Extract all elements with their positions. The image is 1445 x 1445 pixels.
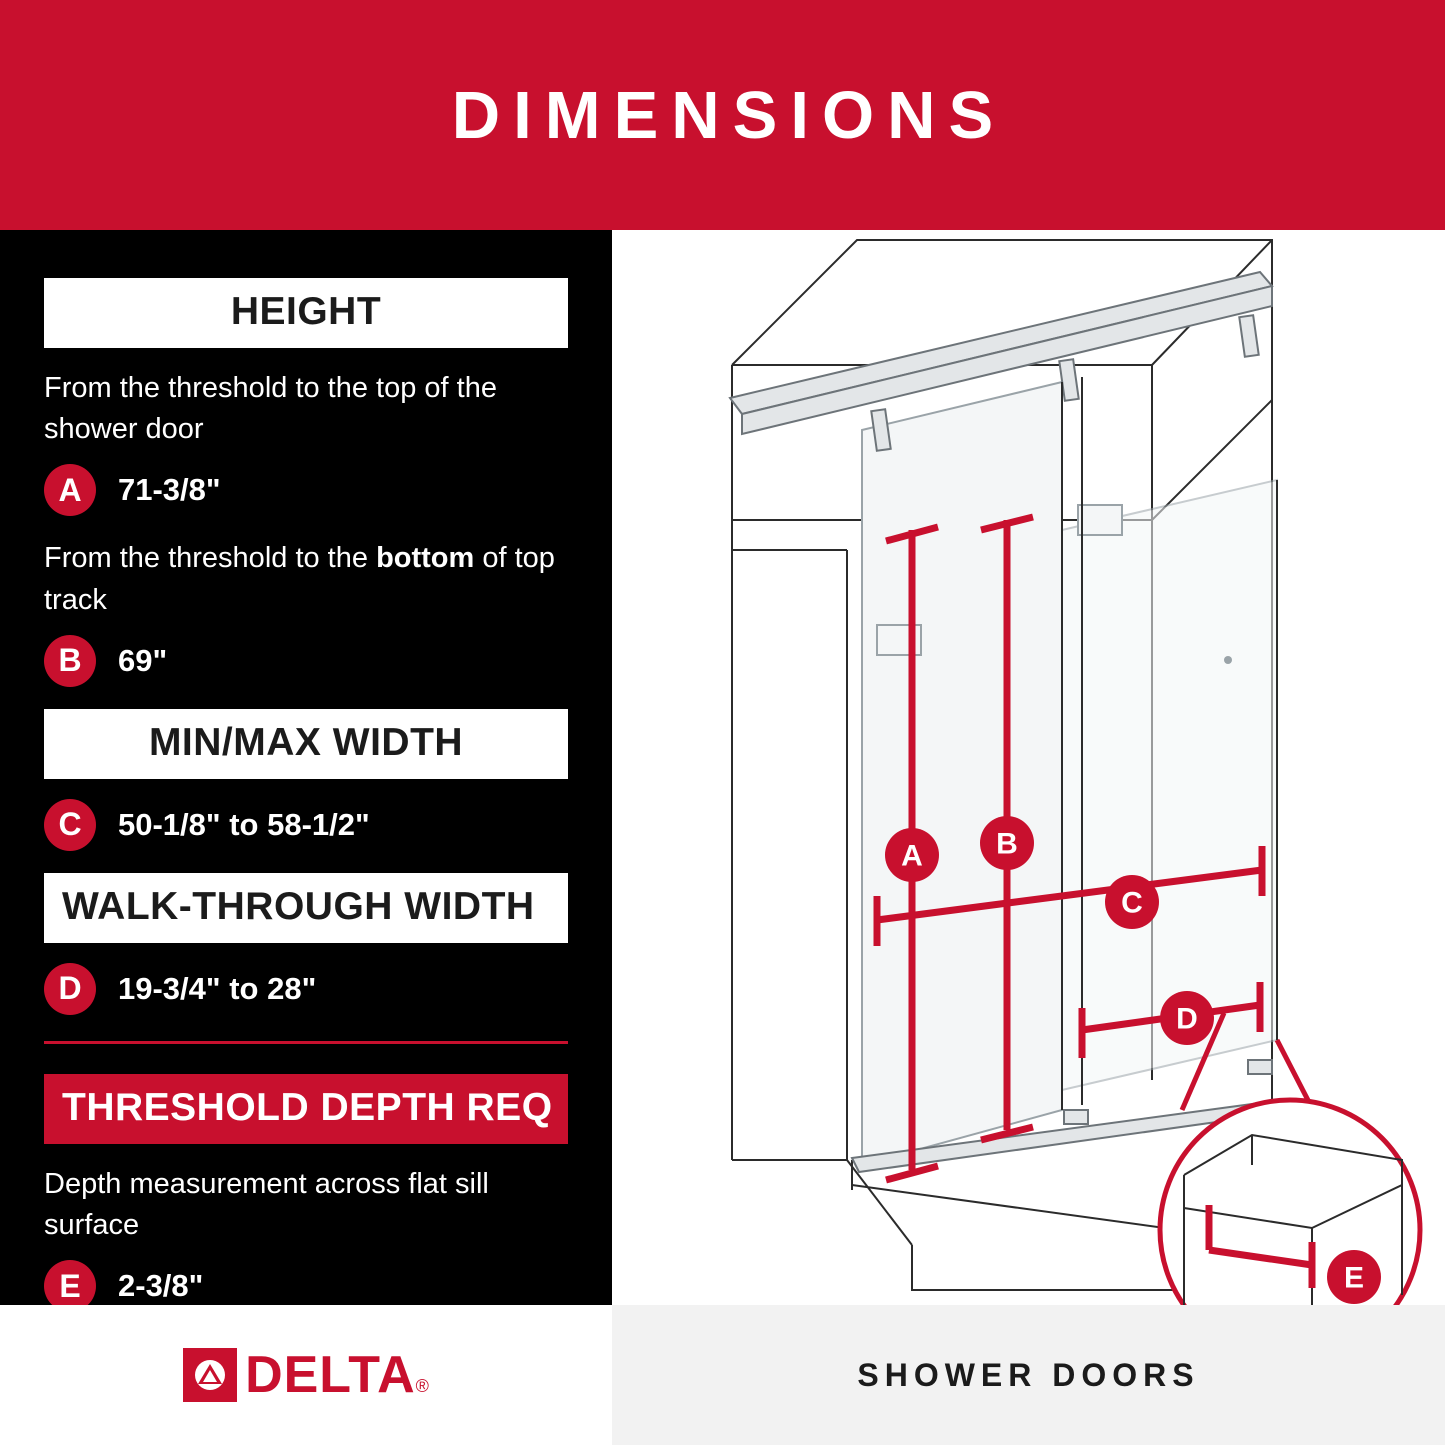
section-heading-threshold-depth-req: THRESHOLD DEPTH REQ (44, 1074, 568, 1144)
callout-badge-e (1327, 1250, 1381, 1304)
badge-a: A (44, 464, 96, 516)
header-banner (0, 0, 1445, 230)
svg-text:A: A (901, 839, 923, 873)
height-description-b-bold: bottom (376, 542, 475, 575)
section-heading-walk-through-width: WALK-THROUGH WIDTH (44, 873, 568, 943)
svg-text:E: E (1343, 1261, 1365, 1295)
category-footer (612, 1305, 1445, 1445)
height-description-b-tail: of top track (44, 542, 555, 616)
dimension-value-d: 19-3/4" to 28" (118, 970, 317, 1006)
dimension-row-b (44, 635, 568, 687)
callout-badge-b (980, 816, 1034, 870)
page-title: DIMENSIONS (451, 77, 1007, 153)
svg-text:C: C (1121, 886, 1143, 920)
delta-wordmark: DELTA (245, 1346, 416, 1404)
height-description-a: From the threshold to the top of the shower door (44, 372, 497, 446)
delta-registered-mark: ® (415, 1376, 429, 1396)
dimension-value-b: 69" (118, 642, 168, 678)
brand-footer (0, 1305, 612, 1445)
callout-badge-a (885, 828, 939, 882)
svg-text:B: B (996, 827, 1018, 861)
dimension-value-e: 2-3/8" (118, 1268, 204, 1304)
section-heading-height: HEIGHT (44, 278, 568, 348)
dimension-row-c (44, 799, 568, 851)
glass-panels (862, 382, 1277, 1165)
shower-door-illustration (612, 230, 1445, 1305)
specs-panel (0, 230, 612, 1305)
delta-logo (183, 1345, 429, 1405)
height-description-b-lead: From the threshold to the (44, 542, 377, 575)
section-heading-minmax-width: MIN/MAX WIDTH (44, 709, 568, 779)
badge-d: D (44, 963, 96, 1015)
badge-b: B (44, 635, 96, 687)
callout-badge-d (1160, 991, 1214, 1045)
badge-c: C (44, 799, 96, 851)
category-label: SHOWER DOORS (857, 1356, 1200, 1393)
delta-triangle-icon (183, 1348, 237, 1402)
dimension-value-c: 50-1/8" to 58-1/2" (118, 806, 370, 842)
dimension-row-d (44, 963, 568, 1015)
dimension-value-a: 71-3/8" (118, 472, 221, 508)
shower-door-drawing (612, 230, 1445, 1305)
badge-e: E (44, 1260, 96, 1312)
section-divider (44, 1041, 568, 1044)
callout-badge-c (1105, 875, 1159, 929)
svg-text:D: D (1176, 1002, 1198, 1036)
threshold-depth-description: Depth measurement across flat sill surface (44, 1167, 489, 1241)
triangle-icon (193, 1359, 227, 1391)
dimension-row-a (44, 464, 568, 516)
height-description-b (44, 538, 568, 620)
